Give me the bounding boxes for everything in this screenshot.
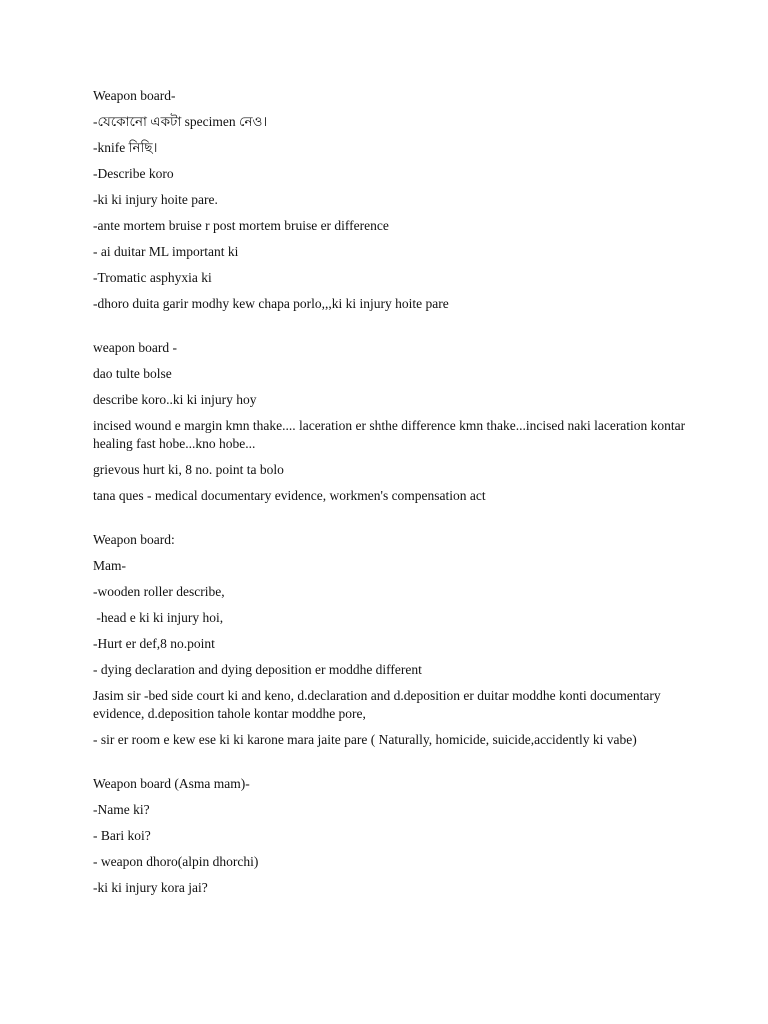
text-line: tana ques - medical documentary evidence, workmen's compensation act	[93, 488, 486, 503]
text-line: -Tromatic asphyxia ki	[93, 270, 212, 285]
text-line: - Bari koi?	[93, 828, 151, 843]
section-heading: weapon board -	[93, 340, 177, 355]
text-line: -dhoro duita garir modhy kew chapa porlo,,,ki ki injury hoite pare	[93, 296, 449, 311]
text-line: -ki ki injury hoite pare.	[93, 192, 218, 207]
text-line: -Hurt er def,8 no.point	[93, 636, 215, 651]
text-line: - ai duitar ML important ki	[93, 244, 239, 259]
text-line: -Name ki?	[93, 802, 150, 817]
section-1	[93, 87, 713, 313]
text-line: -wooden roller describe,	[93, 584, 225, 599]
document-page	[93, 87, 713, 905]
text-line: Jasim sir -bed side court ki and keno, d.declaration and d.deposition er duitar moddhe konti documentary evidence, d.deposition tahole kontar moddhe pore,	[93, 688, 664, 721]
section-heading: Weapon board:	[93, 532, 175, 547]
text-line: dao tulte bolse	[93, 366, 172, 381]
text-line: -knife নিছি।	[93, 140, 158, 155]
section-3	[93, 531, 713, 749]
text-line: -ki ki injury kora jai?	[93, 880, 208, 895]
section-heading: Weapon board (Asma mam)-	[93, 776, 250, 791]
text-line: incised wound e margin kmn thake.... laceration er shthe difference kmn thake...incised naki laceration kontar healing fast hobe...kno hobe...	[93, 418, 689, 451]
text-line: - dying declaration and dying deposition er moddhe different	[93, 662, 422, 677]
text-line: describe koro..ki ki injury hoy	[93, 392, 257, 407]
text-line: -যেকোনো একটা specimen নেও।	[93, 114, 268, 129]
text-line: - weapon dhoro(alpin dhorchi)	[93, 854, 259, 869]
text-line: -head e ki ki injury hoi,	[93, 610, 224, 625]
text-line: -ante mortem bruise r post mortem bruise er difference	[93, 218, 389, 233]
section-2	[93, 339, 713, 505]
text-line: -Describe koro	[93, 166, 174, 181]
text-line: Mam-	[93, 558, 126, 573]
section-4	[93, 775, 713, 897]
text-line: - sir er room e kew ese ki ki karone mara jaite pare ( Naturally, homicide, suicide,accidently ki vabe)	[93, 732, 637, 747]
section-heading: Weapon board-	[93, 88, 176, 103]
text-line: grievous hurt ki, 8 no. point ta bolo	[93, 462, 284, 477]
